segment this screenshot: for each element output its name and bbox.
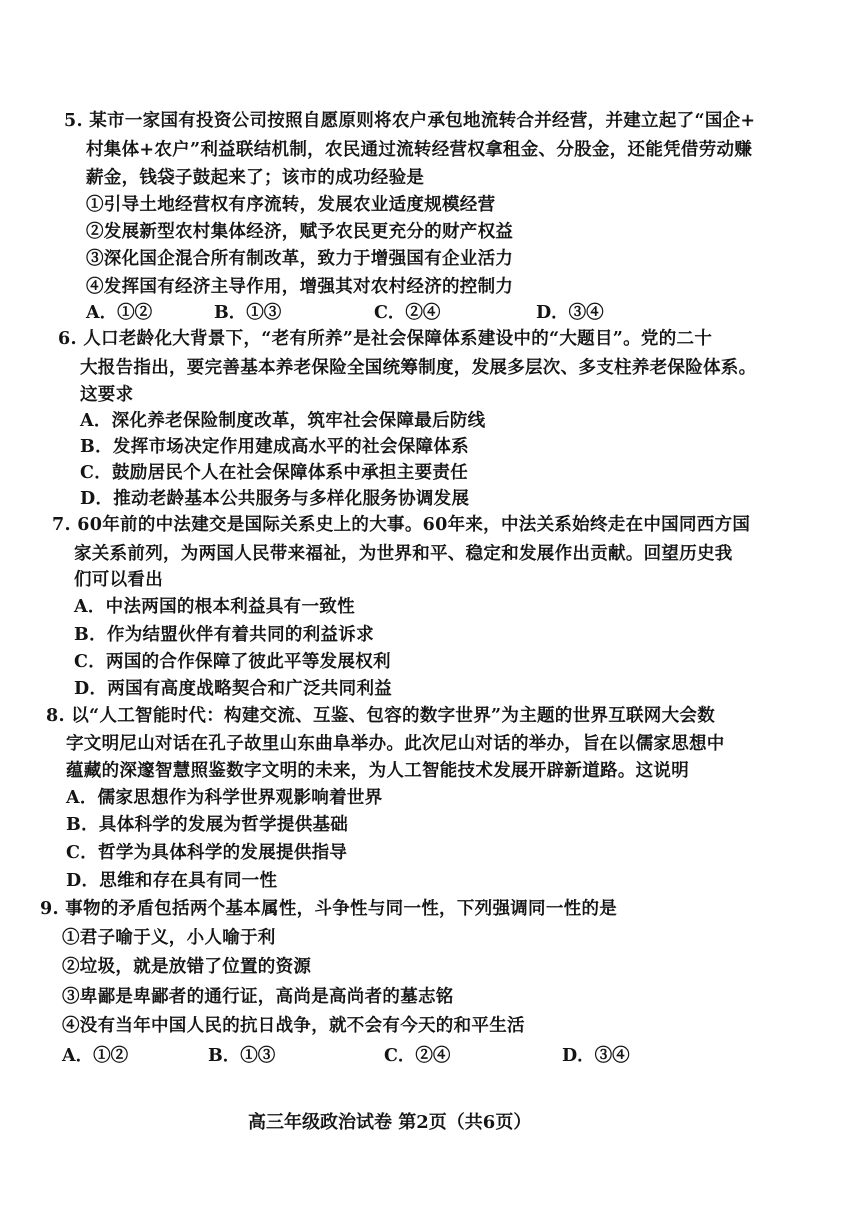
q5-stem-line-3: 薪金，钱袋子鼓起来了；该市的成功经验是 [86, 168, 425, 188]
q5-item-4: ④发挥国有经济主导作用，增强其对农村经济的控制力 [86, 277, 514, 297]
q9-option-d: D．③④ [562, 1046, 630, 1066]
page-footer: 高三年级政治试卷 第2页（共6页） [248, 1112, 532, 1133]
q5-option-a: A．①② [86, 303, 153, 323]
q5-item-3: ③深化国企混合所有制改革，致力于增强国有企业活力 [86, 249, 514, 269]
q6-option-c: C．鼓励居民个人在社会保障体系中承担主要责任 [80, 463, 469, 483]
q8-option-c: C．哲学为具体科学的发展提供指导 [66, 843, 348, 863]
q6-stem-line-3: 这要求 [80, 385, 134, 405]
q9-option-a: A．①② [62, 1046, 129, 1066]
q6-option-d: D．推动老龄基本公共服务与多样化服务协调发展 [80, 489, 470, 509]
q9-item-1: ①君子喻于义，小人喻于利 [62, 928, 276, 948]
q7-stem-line-1: 7. 60年前的中法建交是国际关系史上的大事。60年来，中法关系始终走在中国同西方国 [52, 515, 751, 535]
q6-option-b: B．发挥市场决定作用建成高水平的社会保障体系 [80, 437, 469, 457]
q8-stem-line-1: 8. 以“人工智能时代：构建交流、互鉴、包容的数字世界”为主题的世界互联网大会数 [46, 706, 715, 726]
q6-stem-line-2: 大报告指出，要完善基本养老保险全国统筹制度，发展多层次、多支柱养老保险体系。 [80, 358, 757, 378]
q5-option-b: B．①③ [214, 303, 282, 323]
q9-item-4: ④没有当年中国人民的抗日战争，就不会有今天的和平生活 [62, 1016, 525, 1036]
q7-option-b: B．作为结盟伙伴有着共同的利益诉求 [74, 625, 374, 645]
q8-stem-line-2: 字文明尼山对话在孔子故里山东曲阜举办。此次尼山对话的举办，旨在以儒家思想中 [66, 734, 725, 754]
q9-item-3: ③卑鄙是卑鄙者的通行证，高尚是高尚者的墓志铭 [62, 987, 454, 1007]
q8-stem-line-3: 蕴藏的深邃智慧照鉴数字文明的未来，为人工智能技术发展开辟新道路。这说明 [66, 761, 689, 781]
q6-option-a: A．深化养老保险制度改革，筑牢社会保障最后防线 [80, 411, 486, 431]
q5-option-d: D．③④ [536, 303, 604, 323]
q9-stem-line-1: 9. 事物的矛盾包括两个基本属性，斗争性与同一性，下列强调同一性的是 [40, 899, 618, 919]
q8-option-d: D．思维和存在具有同一性 [66, 871, 278, 891]
q5-stem-line-2: 村集体+农户”利益联结机制，农民通过流转经营权拿租金、分股金，还能凭借劳动赚 [86, 140, 753, 160]
q5-option-c: C．②④ [374, 303, 441, 323]
q7-stem-line-3: 们可以看出 [74, 570, 163, 590]
q7-option-c: C．两国的合作保障了彼此平等发展权利 [74, 652, 391, 672]
q8-option-a: A．儒家思想作为科学世界观影响着世界 [66, 788, 383, 808]
q9-option-c: C．②④ [384, 1046, 451, 1066]
q6-stem-line-1: 6. 人口老龄化大背景下，“老有所养”是社会保障体系建设中的“大题目”。党的二十 [58, 329, 713, 349]
q7-stem-line-2: 家关系前列，为两国人民带来福祉，为世界和平、稳定和发展作出贡献。回望历史我 [74, 544, 733, 564]
q7-option-d: D．两国有高度战略契合和广泛共同利益 [74, 679, 393, 699]
q8-option-b: B．具体科学的发展为哲学提供基础 [66, 815, 349, 835]
q9-option-b: B．①③ [208, 1046, 276, 1066]
q5-item-2: ②发展新型农村集体经济，赋予农民更充分的财产权益 [86, 222, 514, 242]
q9-item-2: ②垃圾，就是放错了位置的资源 [62, 957, 312, 977]
q5-item-1: ①引导土地经营权有序流转，发展农业适度规模经营 [86, 195, 496, 215]
q7-option-a: A．中法两国的根本利益具有一致性 [74, 597, 355, 617]
q5-stem-line-1: 5. 某市一家国有投资公司按照自愿原则将农户承包地流转合并经营，并建立起了“国企+ [64, 111, 756, 131]
